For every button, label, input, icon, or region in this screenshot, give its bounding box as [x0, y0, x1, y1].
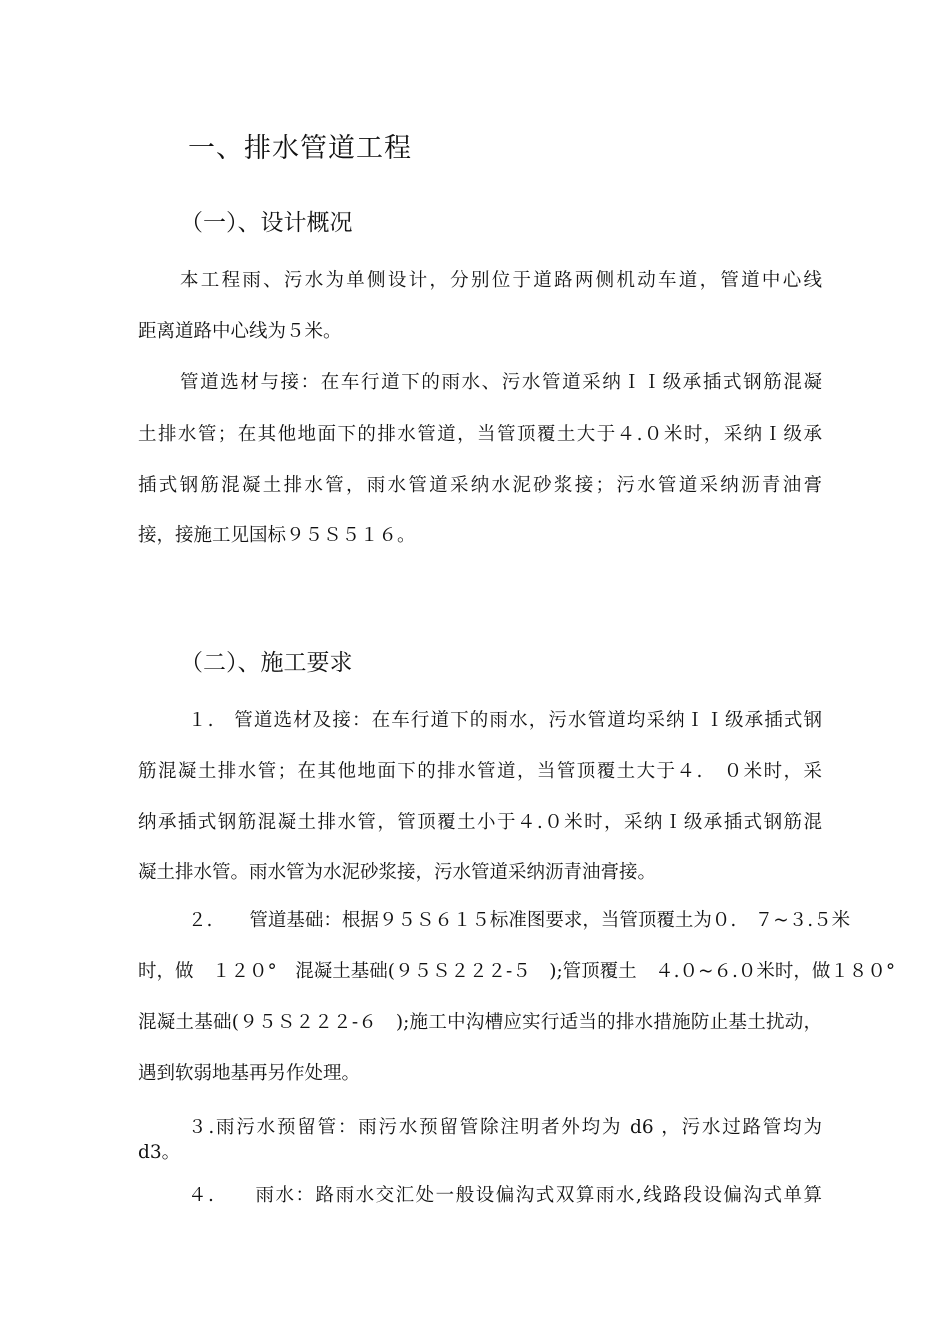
- paragraph-line: 筋混凝土排水管；在其他地面下的排水管道，当管顶覆土大于４. ０米时，采: [138, 761, 822, 782]
- paragraph-line: 管道选材与接：在车行道下的雨水、污水管道采纳ＩＩ级承插式钢筋混凝: [180, 372, 822, 393]
- paragraph-line: 接，接施工见国标９５Ｓ５１６。: [138, 525, 416, 546]
- paragraph-line: ４. 雨水：路雨水交汇处一般设偏沟式双算雨水,线路段设偏沟式单算: [188, 1185, 822, 1206]
- paragraph-line: ２. 管道基础：根据９５Ｓ６１５标准图要求，当管顶覆土为０. ７~３.５米: [188, 910, 851, 931]
- paragraph-line: 遇到软弱地基再另作处理。: [138, 1063, 361, 1084]
- paragraph-line: 混凝土基础(９５Ｓ２２２-６ );施工中沟槽应实行适当的排水措施防止基土扰动，: [138, 1012, 822, 1033]
- page-title: 一、排水管道工程: [188, 133, 412, 164]
- paragraph-line: 距离道路中心线为５米。: [138, 321, 342, 342]
- paragraph-line: 土排水管；在其他地面下的排水管道，当管顶覆土大于４.０米时，采纳Ｉ级承: [138, 424, 822, 445]
- paragraph-line: 插式钢筋混凝土排水管，雨水管道采纳水泥砂浆接；污水管道采纳沥青油膏: [138, 475, 822, 496]
- paragraph-line: 纳承插式钢筋混凝土排水管，管顶覆土小于４.０米时，采纳Ｉ级承插式钢筋混: [138, 812, 822, 833]
- paragraph-line: 本工程雨、污水为单侧设计，分别位于道路两侧机动车道，管道中心线: [180, 270, 822, 291]
- paragraph-line: 时，做 １２０° 混凝土基础(９５Ｓ２２２-５ );管顶覆土 ４.０~６.０米时，做１８０°: [138, 961, 896, 982]
- section-heading-design-overview: （一）、设计概况: [180, 210, 353, 236]
- paragraph-line: d3。: [138, 1142, 181, 1163]
- section-heading-construction-requirements: （二）、施工要求: [180, 650, 353, 676]
- paragraph-line: 凝土排水管。雨水管为水泥砂浆接，污水管道采纳沥青油膏接。: [138, 862, 657, 883]
- paragraph-line: １. 管道选材及接：在车行道下的雨水，污水管道均采纳ＩＩ级承插式钢: [188, 710, 822, 731]
- paragraph-line: ３.雨污水预留管：雨污水预留管除注明者外均为 d6 ，污水过路管均为: [188, 1117, 822, 1138]
